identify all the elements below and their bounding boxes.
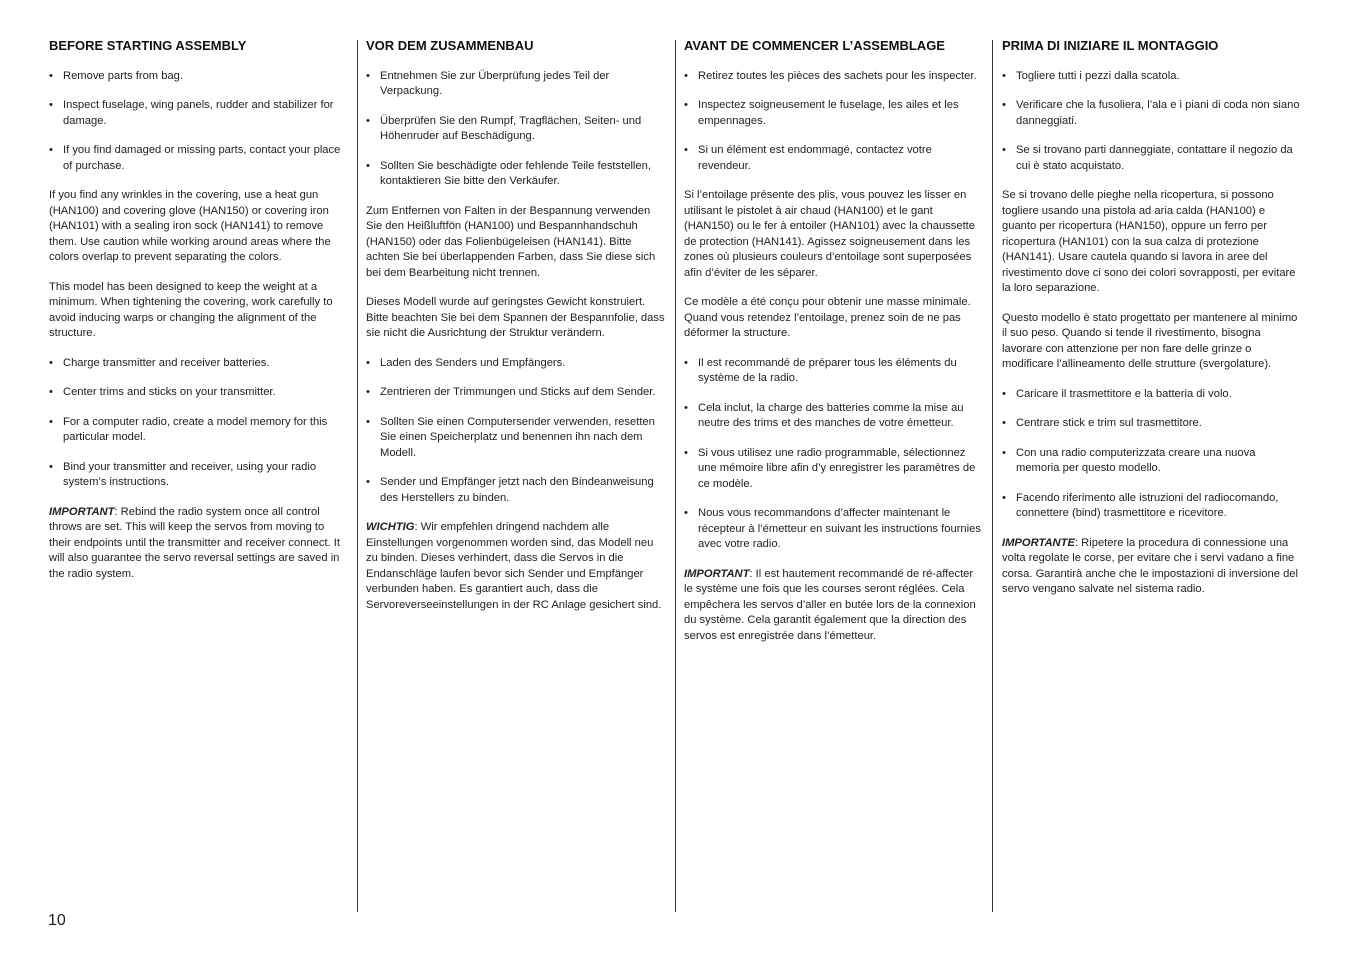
important-note xyxy=(366,520,666,613)
column-english xyxy=(49,38,349,596)
important-text: : Ripetere la procedura di connessione una volta regolate le corse, per evitare che i servi vadano a fine corsa. Garantirà anche che le impostazioni di inversione del servo vengano salvate nel sistema radio. xyxy=(1002,536,1299,595)
list-item: • Facendo riferimento alle istruzioni del radiocomando, connettere (bind) trasmettitore e ricevitore. xyxy=(1002,491,1302,522)
column-italian xyxy=(1002,38,1302,612)
paragraph: Questo modello è stato progettato per mantenere al minimo il suo peso. Quando si tende il rivestimento, bisogna lavorare con attenzione per non fare delle grinze o modificare l’allineamento delle strutture (svergolature). xyxy=(1002,311,1298,370)
list-item: • Se si trovano parti danneggiate, contattare il negozio da cui è stato acquistato. xyxy=(1002,143,1302,174)
important-note xyxy=(49,505,349,583)
list-item: • Center trims and sticks on your transmitter. xyxy=(49,385,349,401)
column-divider xyxy=(357,40,358,912)
paragraph: Si l’entoilage présente des plis, vous pouvez les lisser en utilisant le pistolet à air chaud (HAN100) et le gant (HAN150) ou le fer à entoiler (HAN101) avec la chaussette de protection (HAN141). Agissez soigneusement dans les zones où plusieurs couleurs d’entoilage sont superposées afin d’éviter de les séparer. xyxy=(684,189,976,279)
list-item: • Si vous utilisez une radio programmable, sélectionnez une mémoire libre afin d’y enregistrer les paramètres de ce modèle. xyxy=(684,446,984,493)
section-heading: PRIMA DI INIZIARE IL MONTAGGIO xyxy=(1002,38,1219,53)
list-item: • Caricare il trasmettitore e la batteria di volo. xyxy=(1002,387,1302,403)
column-divider xyxy=(992,40,993,912)
important-label: WICHTIG xyxy=(366,521,415,533)
list-item: • Entnehmen Sie zur Überprüfung jedes Teil der Verpackung. xyxy=(366,69,666,100)
checklist xyxy=(1002,387,1302,522)
paragraph: Se si trovano delle pieghe nella ricopertura, si possono togliere usando una pistola ad aria calda (HAN100) e guanto per ricopertura (HAN150), oppure un ferro per ricopertura (HAN101) con la sua calza di protezione (HAN141). Usare cautela quando si lavora in aree del rivestimento dove ci sono dei colori sovrapposti, per evitare la loro separazione. xyxy=(1002,189,1296,294)
list-item: • Zentrieren der Trimmungen und Sticks auf dem Sender. xyxy=(366,385,666,401)
list-item: • For a computer radio, create a model memory for this particular model. xyxy=(49,415,349,446)
paragraph: Dieses Modell wurde auf geringstes Gewicht konstruiert. Bitte beachten Sie bei dem Spannen der Bespannfolie, dass sie nicht die Ausrichtung der Struktur verändern. xyxy=(366,296,665,339)
important-note xyxy=(1002,536,1302,598)
list-item: • Il est recommandé de préparer tous les éléments du système de la radio. xyxy=(684,356,984,387)
list-item: • Centrare stick e trim sul trasmettitore. xyxy=(1002,416,1302,432)
checklist xyxy=(49,356,349,491)
list-item: • Nous vous recommandons d’affecter maintenant le récepteur à l’émetteur en suivant les instructions fournies avec votre radio. xyxy=(684,506,984,553)
important-label: IMPORTANT xyxy=(49,505,115,518)
checklist xyxy=(684,356,984,553)
column-divider xyxy=(675,40,676,912)
paragraph: If you find any wrinkles in the covering, use a heat gun (HAN100) and covering glove (HAN150) or covering iron (HAN101) with a sealing iron sock (HAN141) to remove them. Use caution while working around areas where the colors overlap to prevent separating the colors. xyxy=(49,189,331,263)
list-item: • Bind your transmitter and receiver, using your radio system’s instructions. xyxy=(49,460,349,491)
list-item: • Sollten Sie beschädigte oder fehlende Teile feststellen, kontaktieren Sie bitte den Verkäufer. xyxy=(366,159,666,190)
list-item: • Cela inclut, la charge des batteries comme la mise au neutre des trims et des manches de votre émetteur. xyxy=(684,401,984,432)
section-heading: BEFORE STARTING ASSEMBLY xyxy=(49,38,247,53)
paragraph: Zum Entfernen von Falten in der Bespannung verwenden Sie den Heißluftfön (HAN100) und Bespannhandschuh (HAN150) oder das Folienbügeleisen (HAN141). Bitte achten Sie bei überlappenden Farben, dass Sie diese sich bei dem Bearbeitung nicht trennen. xyxy=(366,204,656,279)
list-item: • Remove parts from bag. xyxy=(49,69,349,85)
list-item: • Si un élément est endommagé, contactez votre revendeur. xyxy=(684,143,984,174)
checklist xyxy=(49,69,349,175)
paragraph: Ce modèle a été conçu pour obtenir une masse minimale. Quand vous retendez l’entoilage, prenez soin de ne pas déformer la structure. xyxy=(684,296,971,339)
list-item: • Charge transmitter and receiver batteries. xyxy=(49,356,349,372)
paragraph: This model has been designed to keep the weight at a minimum. When tightening the covering, work carefully to avoid inducing warps or changing the alignment of the structure. xyxy=(49,280,333,339)
list-item: • If you find damaged or missing parts, contact your place of purchase. xyxy=(49,143,349,174)
list-item: • Sollten Sie einen Computersender verwenden, resetten Sie einen Speicherplatz und benennen ihn nach dem Modell. xyxy=(366,415,666,462)
column-german xyxy=(366,38,666,627)
list-item: • Con una radio computerizzata creare una nuova memoria per questo modello. xyxy=(1002,446,1302,477)
list-item: • Inspect fuselage, wing panels, rudder and stabilizer for damage. xyxy=(49,98,349,129)
section-heading: AVANT DE COMMENCER L’ASSEMBLAGE xyxy=(684,38,945,53)
column-french xyxy=(684,38,984,658)
checklist xyxy=(366,69,666,190)
important-label: IMPORTANT xyxy=(684,567,750,580)
list-item: • Laden des Senders und Empfängers. xyxy=(366,356,666,372)
list-item: • Sender und Empfänger jetzt nach den Bindeanweisung des Herstellers zu binden. xyxy=(366,475,666,506)
list-item: • Retirez toutes les pièces des sachets pour les inspecter. xyxy=(684,69,984,85)
important-text: : Wir empfehlen dringend nachdem alle Einstellungen vorgenommen worden sind, das Modell neu zu binden. Dieses verhindert, dass die Servos in die Endanschläge laufen bevor sich Sender und Empfänger verbunden haben. Es garantiert auch, dass die Servoreverseeinstellungen in der RC Anlage gesichert sind. xyxy=(366,521,662,611)
checklist xyxy=(1002,69,1302,175)
list-item: • Togliere tutti i pezzi dalla scatola. xyxy=(1002,69,1302,85)
list-item: • Verificare che la fusoliera, l’ala e i piani di coda non siano danneggiati. xyxy=(1002,98,1302,129)
section-heading: VOR DEM ZUSAMMENBAU xyxy=(366,38,534,53)
important-text: : Rebind the radio system once all control throws are set. This will keep the servos from moving to their endpoints until the transmitter and receiver connect. It will also guarantee the servo reversal settings are saved in the radio system. xyxy=(49,505,341,580)
important-note xyxy=(684,567,984,645)
list-item: • Inspectez soigneusement le fuselage, les ailes et les empennages. xyxy=(684,98,984,129)
list-item: • Überprüfen Sie den Rumpf, Tragflächen, Seiten- und Höhenruder auf Beschädigung. xyxy=(366,114,666,145)
page-number: 10 xyxy=(48,912,66,929)
checklist xyxy=(366,356,666,507)
important-text: : Il est hautement recommandé de ré-affecter le système une fois que les courses seront réglées. Cela empêchera les servos d’aller en butée lors de la connexion du système. Cela garantit également que la direction des servos est enregistrée dans l’émetteur. xyxy=(684,567,976,642)
important-label: IMPORTANTE xyxy=(1002,536,1075,549)
checklist xyxy=(684,69,984,175)
